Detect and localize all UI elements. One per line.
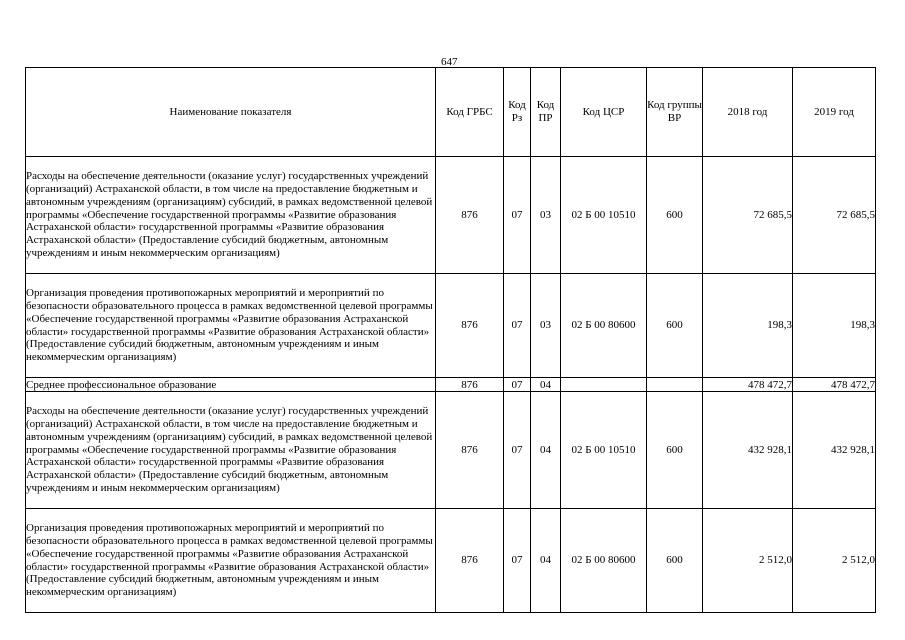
row-pr: 04 — [531, 378, 561, 392]
header-vr: Код группы ВР — [647, 68, 703, 157]
row-pr: 04 — [531, 509, 561, 613]
row-rz: 07 — [504, 509, 531, 613]
row-name: Расходы на обеспечение деятельности (оказание услуг) государственных учреждений (организаций) Астраханской области, в том числе на предоставление бюджетным и автономным учреждениям (организациям) субсидий, в рамках ведомственной целевой программы «Обеспечение государственной программы «Развитие образования Астраханской области» государственной программы «Развитие образования Астраханской области» (Предоставление субсидий бюджетным, автономным учреждениям и иным некоммерческим организациям) — [26, 157, 436, 274]
row-2019: 198,3 — [793, 274, 876, 378]
row-csr: 02 Б 00 10510 — [561, 392, 647, 509]
table-row — [26, 392, 876, 509]
header-rz: Код Рз — [504, 68, 531, 157]
table-row — [26, 378, 876, 392]
table-row — [26, 509, 876, 613]
row-rz: 07 — [504, 392, 531, 509]
row-2019: 72 685,5 — [793, 157, 876, 274]
row-pr: 03 — [531, 274, 561, 378]
row-2019: 432 928,1 — [793, 392, 876, 509]
header-2019: 2019 год — [793, 68, 876, 157]
row-grbs: 876 — [436, 378, 504, 392]
row-pr: 03 — [531, 157, 561, 274]
row-pr: 04 — [531, 392, 561, 509]
header-name: Наименование показателя — [26, 68, 436, 157]
row-vr: 600 — [647, 157, 703, 274]
row-2018: 198,3 — [703, 274, 793, 378]
row-2018: 2 512,0 — [703, 509, 793, 613]
row-name: Среднее профессиональное образование — [26, 378, 436, 392]
table-row — [26, 274, 876, 378]
header-csr: Код ЦСР — [561, 68, 647, 157]
row-rz: 07 — [504, 378, 531, 392]
row-2019: 2 512,0 — [793, 509, 876, 613]
table-row — [26, 157, 876, 274]
header-pr: Код ПР — [531, 68, 561, 157]
row-name: Организация проведения противопожарных мероприятий и мероприятий по безопасности образовательного процесса в рамках ведомственной целевой программы «Обеспечение государственной программы «Развитие образования Астраханской области» государственной программы «Развитие образования Астраханской области» (Предоставление субсидий бюджетным, автономным учреждениям и иным некоммерческим организациям) — [26, 509, 436, 613]
row-vr: 600 — [647, 392, 703, 509]
row-2019: 478 472,7 — [793, 378, 876, 392]
row-grbs: 876 — [436, 509, 504, 613]
header-2018: 2018 год — [703, 68, 793, 157]
row-vr — [647, 378, 703, 392]
row-2018: 72 685,5 — [703, 157, 793, 274]
row-csr: 02 Б 00 80600 — [561, 509, 647, 613]
page-number: 647 — [441, 56, 458, 68]
row-2018: 478 472,7 — [703, 378, 793, 392]
row-vr: 600 — [647, 274, 703, 378]
row-csr — [561, 378, 647, 392]
row-grbs: 876 — [436, 274, 504, 378]
row-name: Расходы на обеспечение деятельности (оказание услуг) государственных учреждений (организаций) Астраханской области, в том числе на предоставление бюджетным и автономным учреждениям (организациям) субсидий, в рамках ведомственной целевой программы «Обеспечение государственной программы «Развитие образования Астраханской области» государственной программы «Развитие образования Астраханской области» (Предоставление субсидий бюджетным, автономным учреждениям и иным некоммерческим организациям) — [26, 392, 436, 509]
row-2018: 432 928,1 — [703, 392, 793, 509]
header-grbs: Код ГРБС — [436, 68, 504, 157]
row-name: Организация проведения противопожарных мероприятий и мероприятий по безопасности образовательного процесса в рамках ведомственной целевой программы «Обеспечение государственной программы «Развитие образования Астраханской области» государственной программы «Развитие образования Астраханской области» (Предоставление субсидий бюджетным, автономным учреждениям и иным некоммерческим организациям) — [26, 274, 436, 378]
row-rz: 07 — [504, 274, 531, 378]
row-csr: 02 Б 00 10510 — [561, 157, 647, 274]
budget-table — [25, 67, 876, 613]
row-csr: 02 Б 00 80600 — [561, 274, 647, 378]
row-grbs: 876 — [436, 392, 504, 509]
table-header-row — [26, 68, 876, 157]
row-vr: 600 — [647, 509, 703, 613]
row-grbs: 876 — [436, 157, 504, 274]
row-rz: 07 — [504, 157, 531, 274]
